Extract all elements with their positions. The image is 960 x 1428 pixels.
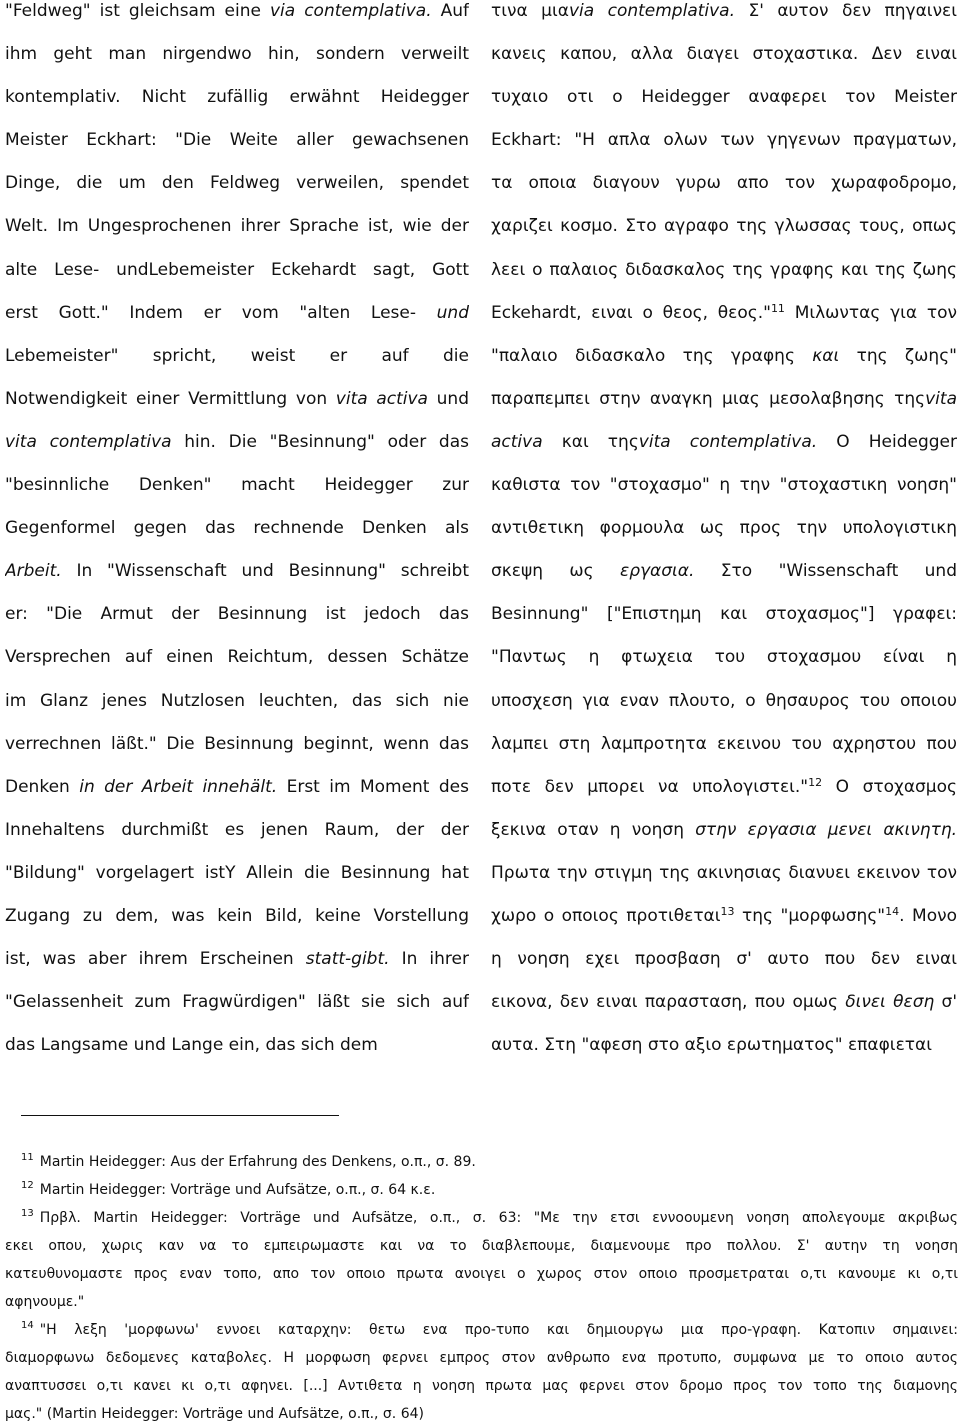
text-run: Erst im Moment des [277,776,469,797]
text-run: τινα μια [491,1,569,21]
text-run: Welt. Im Ungesprochenen ihrer Sprache ist, wie der [5,216,469,237]
footnote-text: εκει οπου, χωρις καν να το εμπειρωμαστε και να το διαβλεπουμε, διαμενουμε προ πολλου. Σ' αυτην τη νοηση [5,1238,958,1254]
text-run: erst Gott." Indem er vom "alten Lese- [5,302,437,323]
text-run: Στο "Wissenschaft und [694,561,957,582]
text-run: In ihrer [389,949,469,970]
text-run: Πρωτα την στιγμη της ακινησιας διανυει εκεινον τον [491,862,957,883]
footnote-12 [5,1176,958,1204]
german-line [5,172,469,215]
greek-line [491,948,957,991]
german-line [5,259,469,302]
italic-run: vita activa [335,388,428,409]
text-run: Versprechen auf einen Reichtum, dessen Schätze [5,647,469,668]
text-run: ist, was aber ihrem Erscheinen [5,949,306,970]
text-run: verrechnen läßt." Die Besinnung beginnt, wenn das [5,733,469,754]
text-run: και της [542,431,639,452]
greek-line [491,560,957,603]
text-run: "Gelassenheit zum Fragwürdigen" läßt sie sich auf [5,992,469,1013]
footnote-separator [21,1115,339,1116]
footnote-number: 11 [21,1152,34,1163]
text-run: η νοηση εχει προσβαση σ' αυτο που δεν ειναι [491,949,957,970]
german-line [5,345,469,388]
text-run: λαμπει στη λαμπροτητα εκεινου του αχρηστου που [491,733,957,754]
text-run: Innehaltens durchmißt es jenen Raum, der der [5,819,469,840]
footnote-reference: 13 [720,904,735,918]
footnote-11 [5,1148,958,1176]
text-run: Gegenformel gegen das rechnende Denken als [5,518,469,539]
german-line [5,43,469,86]
footnote-line [5,1400,958,1428]
text-run: Eckhart: "Η απλα ολων των γηγενων πραγματων, [491,130,957,151]
german-line [5,129,469,172]
german-line [5,948,469,991]
footnote-14 [5,1316,958,1428]
italic-run: activa [491,431,543,452]
italic-run: via contemplativa. [269,1,432,21]
italic-run: vita [925,388,957,409]
greek-line [491,646,957,689]
german-line [5,86,469,129]
german-line [5,646,469,689]
greek-line [491,259,957,302]
text-run: Ο στοχασμος [822,776,957,797]
greek-line [491,905,957,948]
footnotes [5,1148,958,1428]
text-run: Lebemeister" spricht, weist er auf die [5,345,469,366]
text-run: υποσχεση για εναν πλουτο, ο θησαυρος του οποιου [491,690,957,711]
text-run: σ' [934,992,957,1013]
german-line [5,215,469,258]
text-run: . Μονο [899,905,957,926]
text-run: Σ' αυτον δεν πηγαινει [735,1,957,21]
greek-text-column [491,0,957,1077]
italic-run: δινει θεση [845,992,935,1013]
text-run: χωρο ο οποιος προτιθεται [491,905,721,926]
text-run: λεει ο παλαιος διδασκαλος της γραφης και της ζωης [491,259,957,280]
greek-line [491,345,957,388]
footnote-text: αναπτυσσει ο,τι κανει κι ο,τι αφηνει. [...] Αντιθετα η νοηση πρωτα μας φερνει στον δρομο προς τον τοπο της διαμονης [5,1378,958,1394]
italic-run: statt-gibt. [305,949,390,970]
greek-line [491,819,957,862]
text-run: της ζωης" [839,345,957,366]
footnote-reference: 12 [808,775,823,789]
text-run: τυχαιο οτι ο Heidegger αναφερει τον Meister [491,87,957,108]
german-line [5,991,469,1034]
german-line [5,560,469,603]
footnote-number: 12 [21,1180,34,1191]
text-run: ποτε δεν μπορει να υπολογιστει." [491,776,809,797]
greek-line [491,388,957,431]
greek-line [491,86,957,129]
footnote-line [5,1232,958,1260]
italic-run: vita contemplativa [5,431,172,452]
greek-line [491,215,957,258]
german-text-column [5,0,469,1077]
italic-run: Arbeit. [5,561,62,582]
text-run: kontemplativ. Nicht zufällig erwähnt Heidegger [5,87,469,108]
text-run: das Langsame und Lange ein, das sich dem [5,1035,378,1056]
text-run: Zugang zu dem, was kein Bild, keine Vorstellung [5,905,469,926]
text-run: und [427,388,469,409]
text-run: παραπεμπει στην αναγκη μιας μεσολαβησης της [491,388,926,409]
footnote-number: 13 [21,1208,34,1219]
text-run: κανεις καπου, αλλα διαγει στοχαστικα. Δεν ειναι [491,44,957,65]
german-line [5,388,469,431]
footnote-line [5,1148,958,1176]
text-run: Meister Eckhart: "Die Weite aller gewachsenen [5,130,469,151]
german-line [5,819,469,862]
german-line [5,776,469,819]
footnote-text: "Η λεξη 'μορφωνω' εννοει καταρχην: θετω ενα προ-τυπο και δημιουργω μια προ-γραφη. Κατοπιν σημαινει: [39,1322,958,1338]
german-line [5,431,469,474]
text-run: "Παντως η φτωχεια του στοχασμου είναι η [491,647,957,668]
greek-line [491,603,957,646]
footnote-line [5,1204,958,1232]
text-run: καθιστα τον "στοχασμο" η την "στοχαστικη νοηση" [491,475,957,496]
footnote-line [5,1176,958,1204]
footnote-text: Πρβλ. Martin Heidegger: Vorträge und Aufsätze, ο.π., σ. 63: "Με την ετσι εννοουμενη νοηση απολεγουμε ακριβως [39,1210,958,1226]
greek-line [491,172,957,215]
german-line [5,603,469,646]
italic-run: στην εργασια μενει ακινητη. [695,819,957,840]
german-line [5,302,469,345]
german-line [5,1034,469,1077]
greek-line [491,302,957,345]
text-run: Auf [431,1,469,21]
german-line [5,690,469,733]
text-run: alte Lese- undLebemeister Eckehardt sagt, Gott [5,259,469,280]
text-run: εικονα, δεν ειναι παρασταση, που ομως [491,992,846,1013]
text-run: σκεψη ως [491,561,620,582]
text-run: hin. Die "Besinnung" oder das [171,431,469,452]
german-line [5,0,469,43]
footnote-line [5,1260,958,1288]
text-run: τα οποια διαγουν γυρω απο τον χωραφοδρομο, [491,173,957,194]
text-run: "besinnliche Denken" macht Heidegger zur [5,475,469,496]
text-run: "παλαιο διδασκαλο της γραφης [491,345,813,366]
text-run: "Feldweg" ist gleichsam eine [5,1,270,21]
greek-line [491,991,957,1034]
footnote-text: διαμορφωνω δεδομενες καταβολες. Η μορφωση φερνει εμπρος στον ανθρωπο ενα προτυπο, συμφωνα με το οποιο αυτος [5,1350,958,1366]
text-run: im Glanz jenes Nutzlosen leuchten, das sich nie [5,690,469,711]
text-run: ihm geht man nirgendwo hin, sondern verweilt [5,44,469,65]
german-line [5,905,469,948]
text-run: Ο Heidegger [817,431,957,452]
text-run: Μιλωντας για τον [784,302,957,323]
german-line [5,733,469,776]
greek-line [491,0,957,43]
footnote-reference: 11 [770,301,785,315]
text-run: er: "Die Armut der Besinnung ist jedoch das [5,604,469,625]
greek-line [491,690,957,733]
italic-run: und [436,302,469,323]
footnote-text: κατευθυνομαστε προς εναν τοπο, απο τον οποιο πρωτα ανοιγει ο χωρος στον οποιο προσμετραται ο,τι κανουμε κι ο,τι [5,1266,958,1282]
text-run: της "μορφωσης" [734,905,886,926]
text-run: Eckehardt, ειναι ο θεος, θεος." [491,302,771,323]
text-run: Dinge, die um den Feldweg verweilen, spendet [5,173,469,194]
footnote-text: αφηνουμε." [5,1294,85,1310]
italic-run: και [812,345,840,366]
german-line [5,517,469,560]
footnote-reference: 14 [885,904,900,918]
footnote-line [5,1288,958,1316]
greek-line [491,862,957,905]
greek-line [491,474,957,517]
greek-line [491,129,957,172]
italic-run: εργασια. [620,561,695,582]
footnote-line [5,1372,958,1400]
footnote-line [5,1344,958,1372]
footnote-line [5,1316,958,1344]
footnote-text: μας." (Martin Heidegger: Vorträge und Aufsätze, ο.π., σ. 64) [5,1406,424,1422]
footnote-text: Martin Heidegger: Aus der Erfahrung des Denkens, ο.π., σ. 89. [39,1154,476,1170]
text-run: χαριζει κοσμο. Στο αγραφο της γλωσσας τους, οπως [491,216,957,237]
text-run: Denken [5,776,80,797]
text-run: Besinnung" ["Επιστημη και στοχασμος"] γραφει: [491,604,957,625]
text-run: ξεκινα οταν η νοηση [491,819,696,840]
italic-run: via contemplativa. [568,1,736,21]
text-run: Notwendigkeit einer Vermittlung von [5,388,336,409]
german-line [5,474,469,517]
greek-line [491,431,957,474]
text-run: αυτα. Στη "αφεση στο αξιο ερωτηματος" επαφιεται [491,1035,932,1056]
german-line [5,862,469,905]
footnote-13 [5,1204,958,1316]
greek-line [491,776,957,819]
footnote-text: Martin Heidegger: Vorträge und Aufsätze, ο.π., σ. 64 κ.ε. [39,1182,436,1198]
greek-line [491,517,957,560]
text-run: αντιθετικη φορμουλα ως προς την υπολογιστικη [491,518,957,539]
italic-run: vita contemplativa. [638,431,818,452]
greek-line [491,43,957,86]
italic-run: in der Arbeit innehält. [79,776,278,797]
greek-line [491,733,957,776]
text-run: In "Wissenschaft und Besinnung" schreibt [61,561,469,582]
footnote-number: 14 [21,1320,34,1331]
text-run: "Bildung" vorgelagert istY Allein die Besinnung hat [5,862,469,883]
greek-line [491,1034,957,1077]
